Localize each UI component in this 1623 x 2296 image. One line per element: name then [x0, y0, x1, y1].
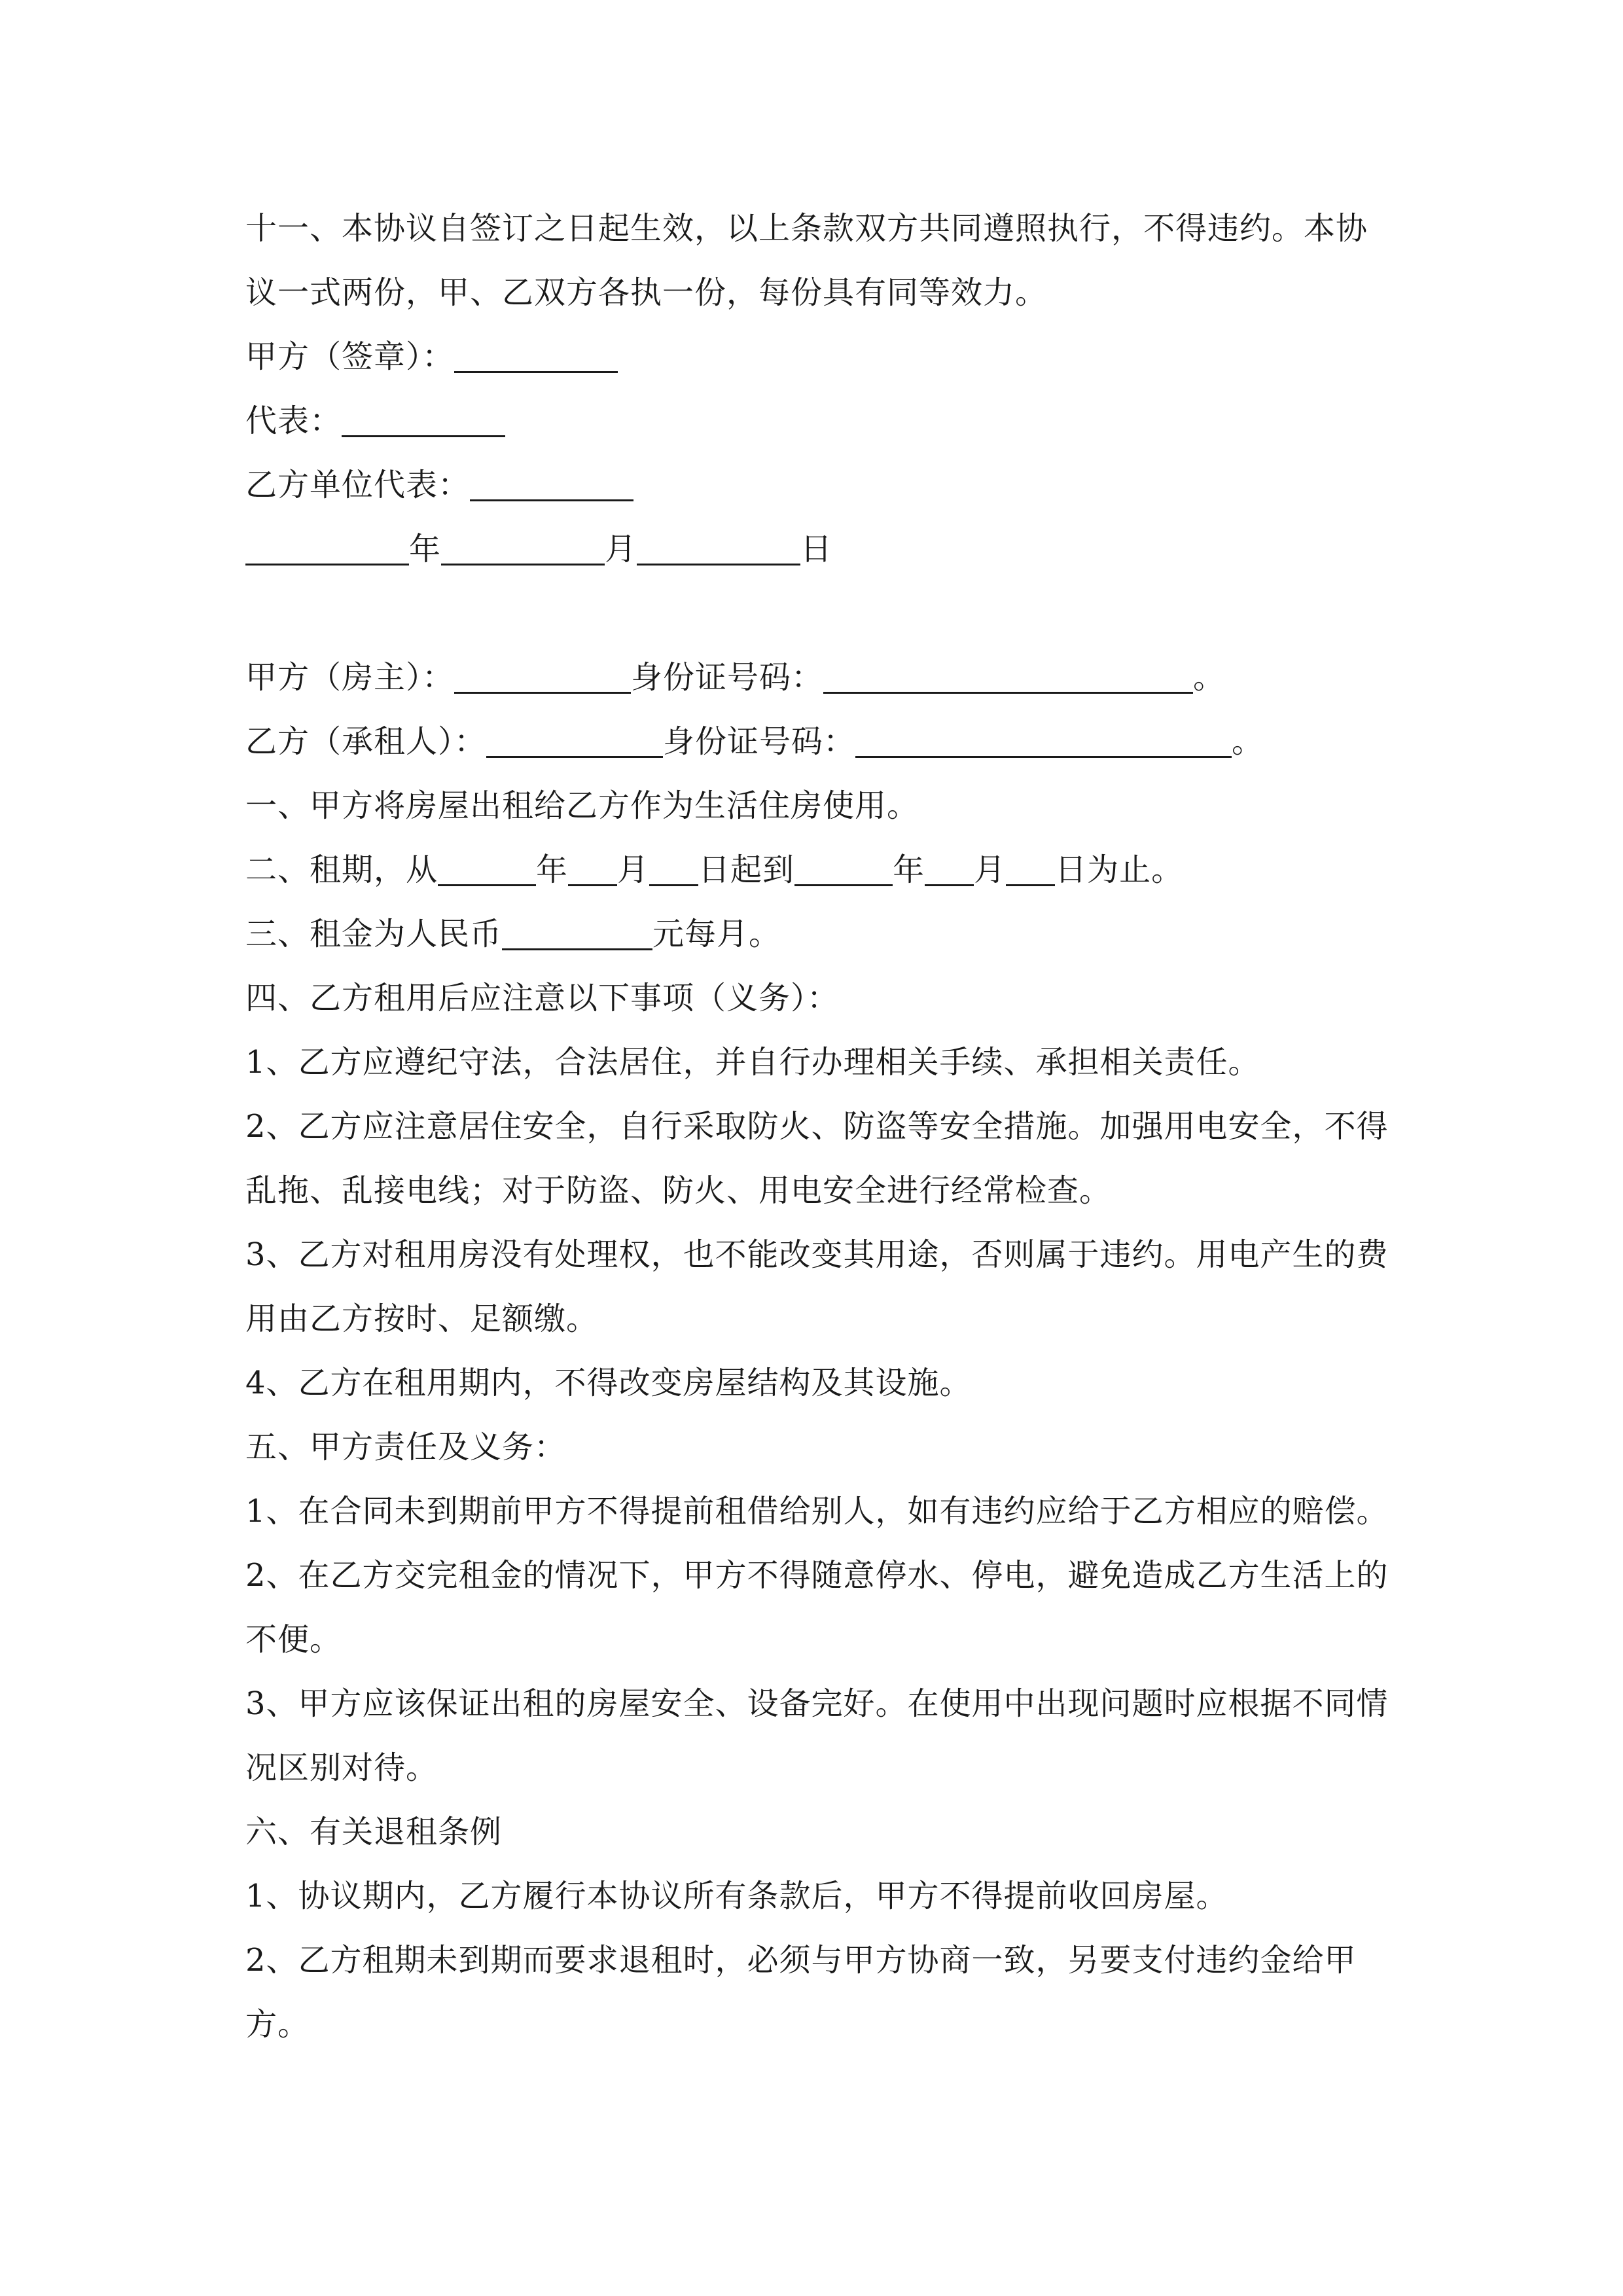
signing-year-blank[interactable] [245, 530, 409, 565]
lease-end-day-blank[interactable] [1006, 851, 1055, 886]
lease-start-month-label: 月 [617, 852, 650, 888]
clause-4-item: 4、乙方在租用期内，不得改变房屋结构及其设施。 [245, 1365, 972, 1401]
lease-end-month-label: 月 [974, 852, 1007, 888]
clause-4-item: 1、乙方应遵纪守法，合法居住，并自行办理相关手续、承担相关责任。 [245, 1044, 1260, 1081]
lease-start-day-blank[interactable] [649, 851, 698, 886]
lease-start-month-blank[interactable] [568, 851, 617, 886]
signing-day-label: 日 [800, 531, 833, 567]
landlord-line-end: 。 [1193, 659, 1226, 696]
tenant-id-label: 身份证号码： [663, 723, 856, 760]
tenant-line [245, 709, 1397, 774]
section-spacer [245, 581, 1397, 645]
clause-5-item: 1、在合同未到期前甲方不得提前租借给别人，如有违约应给于乙方相应的赔偿。 [245, 1493, 1389, 1530]
party-a-signature-blank[interactable] [454, 338, 618, 372]
party-b-representative-line [245, 453, 1397, 517]
landlord-line [245, 645, 1397, 709]
lease-end-day-label: 日为止。 [1055, 852, 1184, 888]
tenant-label: 乙方（承租人）： [245, 723, 487, 760]
signing-month-label: 月 [605, 531, 637, 567]
lease-end-year-blank[interactable] [794, 851, 893, 886]
signing-date-line [245, 517, 1397, 581]
tenant-name-blank[interactable] [486, 723, 663, 757]
clause-2-lease-term [245, 838, 1397, 902]
signing-year-label: 年 [409, 531, 442, 567]
representative-label: 代表： [245, 403, 342, 439]
signing-month-blank[interactable] [441, 530, 605, 565]
clause-5-item: 3、甲方应该保证出租的房屋安全、设备完好。在使用中出现问题时应根据不同情况区别对待。 [245, 1685, 1389, 1786]
tenant-id-blank[interactable] [855, 723, 1232, 757]
contract-body [245, 196, 1397, 2056]
clause-3-suffix: 元每月。 [652, 916, 781, 952]
party-b-representative-label: 乙方单位代表： [245, 467, 471, 503]
landlord-id-label: 身份证号码： [631, 659, 824, 696]
rent-amount-blank[interactable] [502, 915, 652, 950]
party-a-signature-label: 甲方（签章）： [245, 338, 455, 375]
lease-end-year-label: 年 [893, 852, 925, 888]
landlord-name-blank[interactable] [454, 658, 631, 693]
clause-4-title: 四、乙方租用后应注意以下事项（义务）： [245, 980, 840, 1016]
clause-11: 十一、本协议自签订之日起生效，以上条款双方共同遵照执行，不得违约。本协议一式两份，甲、乙双方各执一份，每份具有同等效力。 [245, 210, 1368, 311]
landlord-id-blank[interactable] [823, 658, 1193, 693]
tenant-line-end: 。 [1232, 723, 1264, 760]
clause-4-item: 3、乙方对租用房没有处理权，也不能改变其用途，否则属于违约。用电产生的费用由乙方按时、足额缴。 [245, 1236, 1389, 1337]
clause-1: 一、甲方将房屋出租给乙方作为生活住房使用。 [245, 787, 919, 824]
clause-4-item: 2、乙方应注意居住安全，自行采取防火、防盗等安全措施。加强用电安全，不得乱拖、乱接电线；对于防盗、防火、用电安全进行经常检查。 [245, 1108, 1389, 1209]
party-a-signature-line [245, 325, 1397, 389]
clause-6-title: 六、有关退租条例 [245, 1814, 503, 1850]
representative-blank[interactable] [342, 402, 505, 437]
landlord-label: 甲方（房主）： [245, 659, 455, 696]
lease-start-year-label: 年 [536, 852, 569, 888]
signing-day-blank[interactable] [637, 530, 800, 565]
lease-start-year-blank[interactable] [438, 851, 536, 886]
clause-5-title: 五、甲方责任及义务： [245, 1429, 567, 1465]
clause-3-rent [245, 902, 1397, 966]
lease-end-month-blank[interactable] [925, 851, 974, 886]
clause-6-item: 1、协议期内，乙方履行本协议所有条款后，甲方不得提前收回房屋。 [245, 1878, 1228, 1914]
party-b-representative-blank[interactable] [470, 466, 633, 501]
clause-5-item: 2、在乙方交完租金的情况下，甲方不得随意停水、停电，避免造成乙方生活上的不便。 [245, 1557, 1389, 1658]
representative-line [245, 389, 1397, 453]
clause-6-item: 2、乙方租期未到期而要求退租时，必须与甲方协商一致，另要支付违约金给甲方。 [245, 1942, 1357, 2043]
clause-2-prefix: 二、租期，从 [245, 852, 438, 888]
lease-start-day-label: 日起到 [698, 852, 795, 888]
clause-3-prefix: 三、租金为人民币 [245, 916, 503, 952]
